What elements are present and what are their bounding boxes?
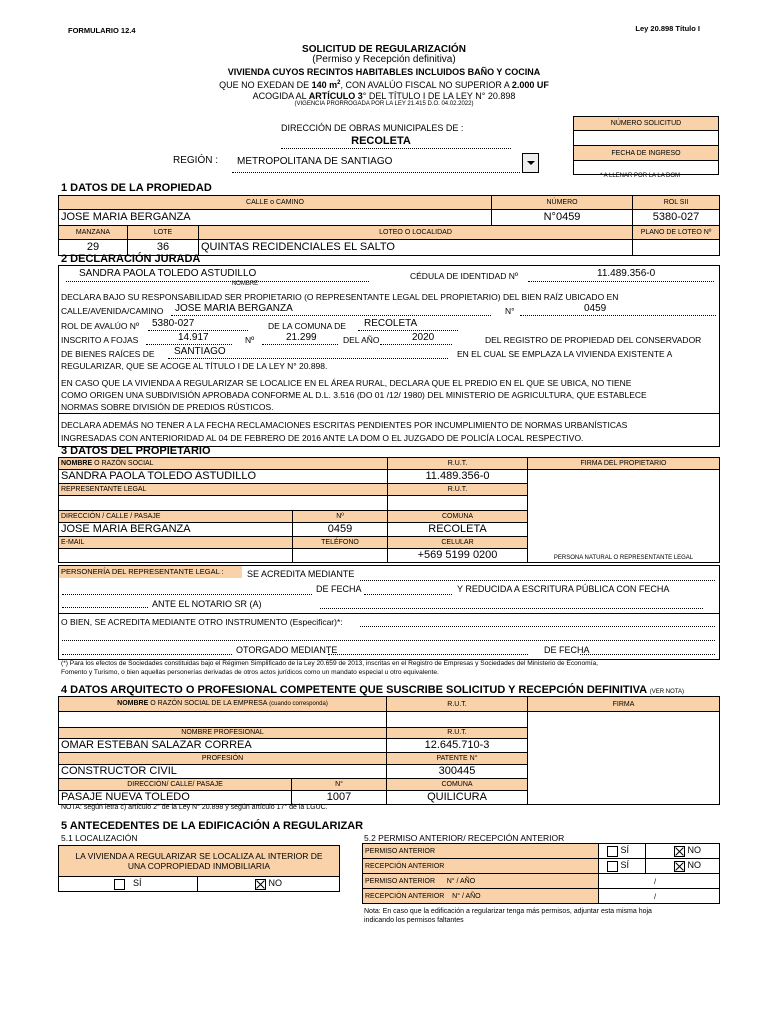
checkbox-si-icon[interactable] [114, 879, 125, 890]
company-rut-header: R.U.T. [387, 697, 528, 712]
rep-header: REPRESENTANTE LEGAL [59, 484, 388, 496]
de-fecha-label: DE FECHA [316, 584, 362, 594]
cel-header: CELULAR [388, 537, 528, 549]
professional-table [58, 696, 720, 805]
section-5-note-2: indicando los permisos faltantes [364, 917, 464, 924]
localizacion-table [58, 845, 340, 892]
form-subtitle: (Permiso y Recepción definitiva) [312, 54, 456, 65]
owner-dir-value[interactable]: JOSE MARIA BERGANZA [59, 523, 293, 537]
owner-dir-header: DIRECCIÓN / CALLE / PASAJE [59, 511, 293, 523]
section-4-note: NOTA: según letra c) artículo 2° de la Ley N° 20.898 y según artículo 17° de la LGUC. [61, 804, 328, 811]
decl-fojas-line [146, 344, 232, 345]
decl-acoge: REGULARIZAR, QUE SE ACOGE AL TÍTULO I DE LA LEY N° 20.898. [61, 361, 328, 371]
property-table [58, 195, 720, 256]
otro-line [360, 626, 715, 627]
prof-dir-header: DIRECCIÓN/ CALLE/ PASAJE [59, 779, 292, 791]
decl-emplaza: EN EL CUAL SE EMPLAZA LA VIVIENDA EXISTENTE A [457, 349, 673, 359]
profesion-value[interactable]: CONSTRUCTOR CIVIL [59, 765, 387, 779]
decl-registro: DEL REGISTRO DE PROPIEDAD DEL CONSERVADOR [485, 335, 702, 345]
owner-comuna-value[interactable]: RECOLETA [388, 523, 528, 537]
decl-comuna-line [358, 330, 458, 331]
fecha-escritura-line [62, 607, 148, 608]
prof-signature-box[interactable] [528, 712, 720, 805]
prof-comuna-header: COMUNA [387, 779, 528, 791]
otro-instrumento-label: O BIEN, SE ACREDITA MEDIANTE OTRO INSTRUMENTO (Especificar)*: [61, 617, 343, 627]
company-value[interactable] [59, 712, 387, 728]
recepcion-anterior-label: RECEPCIÓN ANTERIOR [363, 859, 599, 874]
ci-value[interactable]: 11.489.356-0 [597, 268, 656, 279]
otorgado-line [328, 654, 528, 655]
acredita-line-2 [62, 594, 312, 595]
localizacion-label: 5.1 LOCALIZACIÓN [61, 833, 138, 843]
decl-bienes-label: DE BIENES RAÍCES DE [61, 349, 155, 359]
email-value[interactable] [59, 549, 293, 563]
notario-line [320, 608, 703, 609]
numero-solicitud-label: NÚMERO SOLICITUD [574, 117, 719, 131]
email-header: E-MAIL [59, 537, 293, 549]
patente-value[interactable]: 300445 [387, 765, 528, 779]
checkbox-checked-icon[interactable] [674, 846, 685, 857]
decl-fojas-value[interactable]: 14.917 [178, 332, 209, 343]
calle-header: CALLE o CAMINO [59, 196, 492, 210]
checkbox-icon[interactable] [607, 846, 618, 857]
decl-calle-label: CALLE/AVENIDA/CAMINO [61, 306, 164, 316]
profesion-header: PROFESIÓN [59, 753, 387, 765]
municipality-value: RECOLETA [351, 135, 411, 147]
prof-firma-header: FIRMA [528, 697, 720, 712]
permiso-table [362, 843, 720, 904]
loc-no-option[interactable]: NO [198, 877, 340, 892]
tel-header: TELÉFONO [293, 537, 388, 549]
chevron-down-icon [527, 161, 535, 165]
signature-caption: PERSONA NATURAL O REPRESENTANTE LEGAL [553, 555, 694, 561]
decl-bienes-line [168, 358, 448, 359]
decl-num-value[interactable]: 21.299 [286, 332, 317, 343]
office-note: * A LLENAR POR LA LA DOM [600, 173, 681, 179]
decl-anio-line [380, 344, 452, 345]
localizacion-question: LA VIVIENDA A REGULARIZAR SE LOCALIZA AL INTERIOR DE UNA COPROPIEDAD INMOBILIARIA [59, 846, 340, 877]
decl-bienes-value[interactable]: SANTIAGO [174, 346, 226, 357]
owner-n-value[interactable]: 0459 [293, 523, 388, 537]
permiso-anterior-label: PERMISO ANTERIOR [363, 844, 599, 859]
prof-name-value[interactable]: OMAR ESTEBAN SALAZAR CORREA [59, 739, 387, 753]
numero-solicitud-field[interactable] [574, 131, 719, 146]
owner-table [58, 457, 720, 563]
decl-rol-line [148, 330, 248, 331]
form-code: FORMULARIO 12.4 [68, 26, 136, 35]
decl-calle-line [171, 315, 491, 316]
prof-rut-header: R.U.T. [387, 728, 528, 739]
checkbox-checked-icon[interactable] [674, 861, 685, 872]
rep-value[interactable] [59, 496, 388, 511]
de-fecha-2-label: DE FECHA [544, 645, 590, 655]
de-fecha-2-line [580, 654, 715, 655]
owner-name-header: NOMBRE O RAZÓN SOCIAL [59, 458, 388, 470]
decl-anio-label: DEL AÑO [343, 335, 380, 345]
section-2-title: 2 DECLARACIÓN JURADA [61, 253, 201, 265]
decl-n-line [520, 315, 716, 316]
decl-text-1: DECLARA BAJO SU RESPONSABILIDAD SER PROPIETARIO (O REPRESENTANTE LEGAL DEL PROPIETARIO) DEL BIEN RAÍZ UBICADO EN [61, 292, 619, 302]
prof-comuna-value[interactable]: QUILICURA [387, 791, 528, 805]
section-5-note-1: Nota: En caso que la edificación a regularizar tenga más permisos, adjuntar esta misma hoja [364, 908, 652, 915]
decl-name[interactable]: SANDRA PAOLA TOLEDO ASTUDILLO [79, 268, 257, 279]
prof-dir-value[interactable]: PASAJE NUEVA TOLEDO [59, 791, 292, 805]
section-5-title: 5 ANTECEDENTES DE LA EDIFICACIÓN A REGULARIZAR [61, 820, 364, 832]
loteo-header: LOTEO O LOCALIDAD [199, 226, 633, 240]
region-select[interactable]: METROPOLITANA DE SANTIAGO [237, 156, 393, 167]
checkbox-icon[interactable] [607, 861, 618, 872]
checkbox-no-checked-icon[interactable] [255, 879, 266, 890]
cel-value[interactable]: +569 5199 0200 [388, 549, 528, 563]
company-rut-value[interactable] [387, 712, 528, 728]
otorgado-label: OTORGADO MEDIANTE [236, 645, 338, 655]
decl-recl-1: DECLARA ADEMÁS NO TENER A LA FECHA RECLAMACIONES ESCRITAS PENDIENTES POR INCUMPLIMIENTO DE NORMAS URBANÍSTICAS [61, 420, 628, 430]
ci-label: CÉDULA DE IDENTIDAD Nº [410, 271, 518, 281]
tel-value[interactable] [293, 549, 388, 563]
region-dropdown-button[interactable] [522, 153, 539, 173]
loteo-value[interactable]: QUINTAS RECIDENCIALES EL SALTO [199, 240, 633, 256]
municipality-line [281, 148, 511, 149]
decl-calle-value[interactable]: JOSE MARIA BERGANZA [175, 303, 293, 314]
decl-comuna-value[interactable]: RECOLETA [364, 318, 418, 329]
rep-rut-value[interactable] [388, 496, 528, 511]
personeria-divider [58, 613, 719, 614]
title-block [0, 44, 768, 107]
owner-rut-header: R.U.T. [388, 458, 528, 470]
recepcion-si[interactable]: SÍ [599, 859, 646, 874]
lote-header: LOTE [128, 226, 199, 240]
recepcion-anio-label: RECEPCIÓN ANTERIOR N° / AÑO [363, 889, 599, 904]
permiso-no[interactable]: NO [646, 844, 720, 859]
reducida-label: Y REDUCIDA A ESCRITURA PÚBLICA CON FECHA [457, 584, 670, 594]
manzana-header: MANZANA [59, 226, 128, 240]
decl-rural-2: COMO ORIGEN UNA SUBDIVISIÓN APROBADA CONFORME AL D.L. 3.516 (DO 01 /12/ 1980) DEL MINISTERIO DE AGRICULTURA, QUE ESTABLECE [61, 390, 647, 400]
decl-rol-value[interactable]: 5380-027 [152, 318, 195, 329]
recepcion-anio-value[interactable]: / [599, 889, 720, 904]
rep-rut-header: R.U.T. [388, 484, 528, 496]
prof-name-header: NOMBRE PROFESIONAL [59, 728, 387, 739]
title-line-3: VIVIENDA CUYOS RECINTOS HABITABLES INCLUIDOS BAÑO Y COCINA [227, 67, 541, 77]
title-line-6: (VIGENCIA PRORROGADA POR LA LEY 21.415 D.O. 04.02.2022) [294, 101, 474, 107]
fecha-ingreso-label: FECHA DE INGRESO [574, 146, 719, 161]
permiso-label: 5.2 PERMISO ANTERIOR/ RECEPCIÓN ANTERIOR [364, 833, 565, 843]
office-box [573, 116, 719, 175]
acredita-line [360, 580, 715, 581]
personeria-label: PERSONERÍA DEL REPRESENTANTE LEGAL : [59, 566, 242, 578]
law-reference: Ley 20.898 Título I [635, 24, 700, 33]
title-line-4: QUE NO EXEDAN DE 140 $m^2$, CON AVALÚO FISCAL NO SUPERIOR A 2.000 UF [219, 80, 549, 90]
owner-firma-header: FIRMA DEL PROPIETARIO [528, 458, 720, 470]
section-4-title: 4 DATOS ARQUITECTO O PROFESIONAL COMPETENTE QUE SUSCRIBE SOLICITUD Y RECEPCIÓN DEFINITIVA (VER NOTA) [61, 684, 685, 696]
form-title: SOLICITUD DE REGULARIZACIÓN [302, 44, 466, 55]
owner-name-value[interactable]: SANDRA PAOLA TOLEDO ASTUDILLO [59, 470, 388, 484]
permiso-anio-value[interactable]: / [599, 874, 720, 889]
region-line [232, 172, 520, 173]
dom-label: DIRECCIÓN DE OBRAS MUNICIPALES DE : [281, 123, 464, 133]
title-line-5: ACOGIDA AL ARTÍCULO 3° DEL TÍTULO I DE LA LEY N° 20.898 [252, 91, 516, 101]
decl-n-label: N° [505, 306, 515, 316]
footnote-1: (*) Para los efectos de Sociedades constituidas bajo el Régimen Simplificado de la Ley 20.659 de 2013, inscritas en el Registro de Empresas y Sociedades del Ministerio de Economía, [61, 660, 598, 667]
decl-comuna-label: DE LA COMUNA DE [268, 321, 346, 331]
decl-num-line [262, 344, 338, 345]
decl-anio-value[interactable]: 2020 [412, 332, 435, 343]
decl-rural-3: NORMAS SOBRE DIVISIÓN DE PREDIOS RÚSTICOS. [61, 402, 274, 412]
section-3-title: 3 DATOS DEL PROPIETARIO [61, 445, 211, 457]
decl-rural-1: EN CASO QUE LA VIVIENDA A REGULARIZAR SE LOCALICE EN EL ÁREA RURAL, DECLARA QUE EL PREDIO EN EL QUE SE UBICA, NO TIENE [61, 378, 632, 388]
decl-recl-2: INGRESADAS CON ANTERIORIDAD AL 04 DE FEBRERO DE 2016 ANTE LA DOM O EL JUZGADO DE POLICÍA LOCAL RESPECTIVO. [61, 433, 584, 443]
permiso-si[interactable]: SÍ [599, 844, 646, 859]
company-header: NOMBRE O RAZÓN SOCIAL DE LA EMPRESA (cuando corresponda) [59, 697, 387, 712]
prof-n-header: N° [292, 779, 387, 791]
permiso-anio-label: PERMISO ANTERIOR N° / AÑO [363, 874, 599, 889]
prof-n-value[interactable]: 1007 [292, 791, 387, 805]
notario-label: ANTE EL NOTARIO SR (A) [152, 599, 262, 609]
numero-header: NÚMERO [492, 196, 633, 210]
recepcion-no[interactable]: NO [646, 859, 720, 874]
numero-value[interactable]: N°0459 [492, 210, 633, 226]
ci-line [528, 281, 714, 282]
owner-signature-box[interactable] [528, 470, 720, 563]
decl-name-caption: NOMBRE [231, 281, 259, 287]
manzana-value[interactable]: 29 [59, 240, 128, 256]
decl-fojas-label: INSCRITO A FOJAS [61, 335, 139, 345]
section-1-title: 1 DATOS DE LA PROPIEDAD [61, 182, 212, 194]
region-label: REGIÓN : [173, 155, 219, 166]
lote-value[interactable]: 36 [128, 240, 199, 256]
declaration-divider [58, 413, 719, 414]
acredita-label: SE ACREDITA MEDIANTE [247, 569, 355, 579]
otro-line-2 [62, 640, 715, 641]
owner-comuna-header: COMUNA [388, 511, 528, 523]
decl-num-label: Nº [245, 335, 255, 345]
plano-value[interactable] [633, 240, 720, 256]
rol-header: ROL SII [633, 196, 720, 210]
patente-header: PATENTE N° [387, 753, 528, 765]
otorgado-line-a [62, 654, 232, 655]
de-fecha-line [364, 594, 452, 595]
owner-rut-value[interactable]: 11.489.356-0 [388, 470, 528, 484]
rol-value[interactable]: 5380-027 [633, 210, 720, 226]
prof-rut-value[interactable]: 12.645.710-3 [387, 739, 528, 753]
decl-n-value[interactable]: 0459 [584, 303, 607, 314]
plano-header: PLANO DE LOTEO Nº [633, 226, 720, 240]
decl-rol-label: ROL DE AVALÚO Nº [61, 321, 140, 331]
owner-n-header: Nº [293, 511, 388, 523]
footnote-2: Fomento y Turismo, o bien aquellas personerías derivadas de otros actos jurídicos como un mandato especial u otro equivalente. [61, 669, 439, 676]
loc-si-option[interactable]: SÍ [59, 877, 198, 892]
calle-value[interactable]: JOSE MARIA BERGANZA [59, 210, 492, 226]
